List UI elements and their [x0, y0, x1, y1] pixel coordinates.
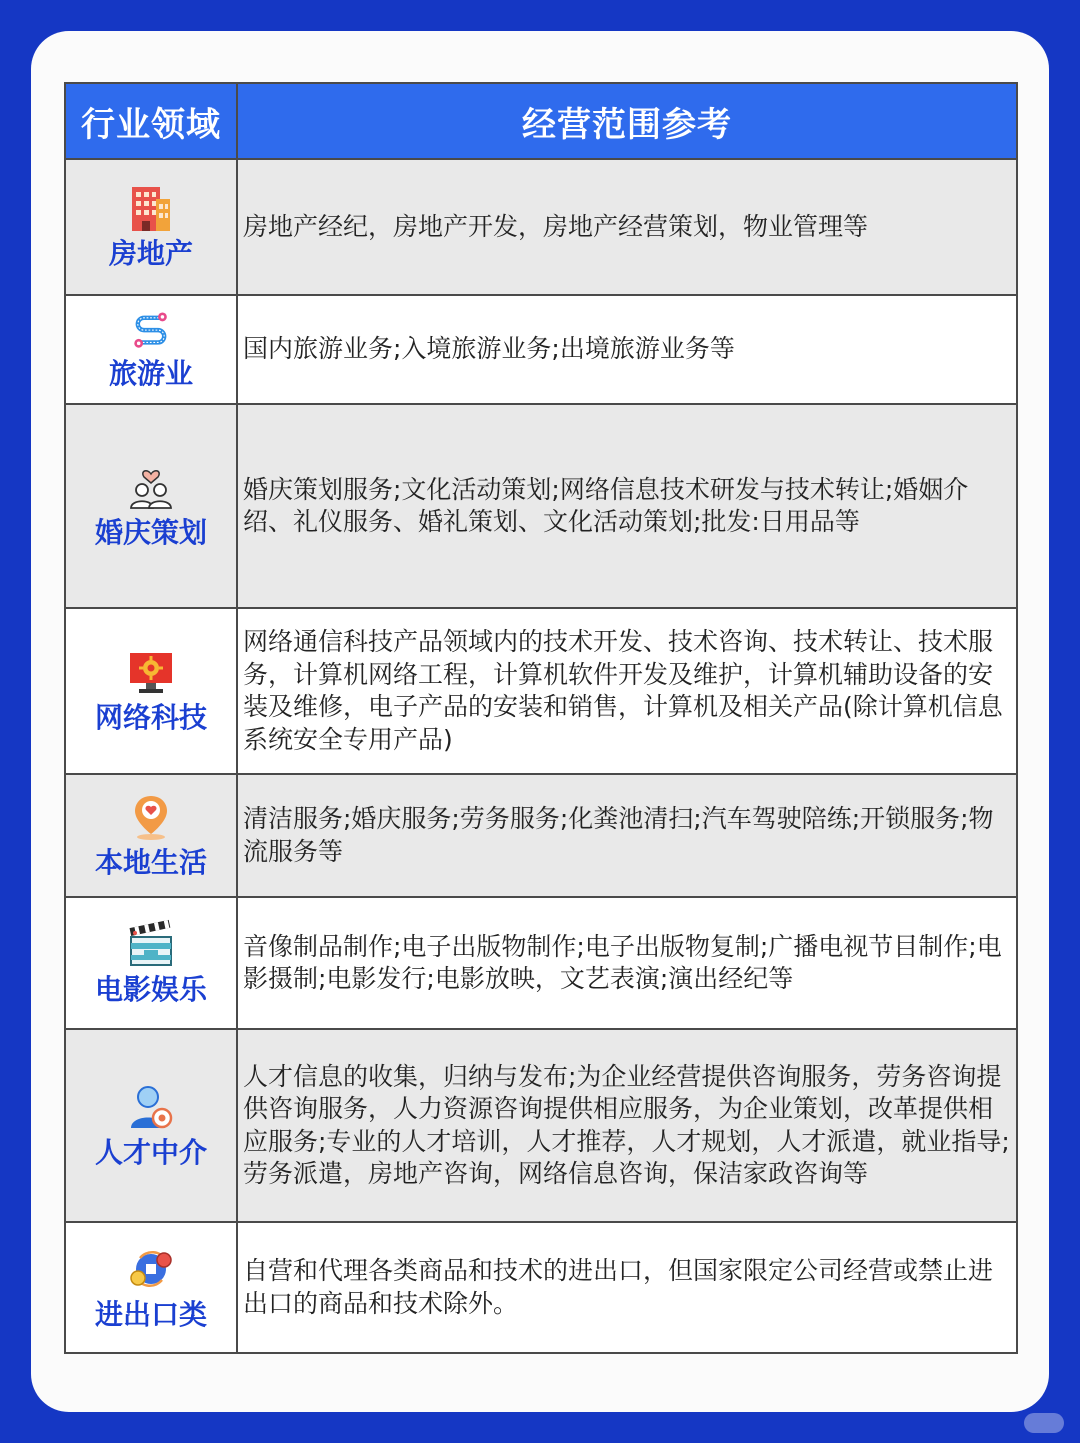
scope-cell [237, 295, 1017, 404]
scope-text: 婚庆策划服务;文化活动策划;网络信息技术研发与技术转让;婚姻介绍、礼仪服务、婚礼策划、文化活动策划;批发:日用品等 [243, 474, 969, 536]
person-gear-icon [126, 1082, 176, 1132]
table-row [65, 897, 1017, 1029]
scope-cell [237, 608, 1017, 774]
table-row [65, 295, 1017, 404]
industry-cell [65, 159, 237, 295]
clapperboard-icon [126, 919, 176, 969]
industry-cell [65, 1222, 237, 1353]
scope-cell [237, 159, 1017, 295]
travel-route-icon [129, 309, 173, 353]
scope-text: 音像制品制作;电子出版物制作;电子出版物复制;广播电视节目制作;电影摄制;电影发行;电影放映，文艺表演;演出经纪等 [243, 931, 1002, 993]
industry-name: 房地产 [108, 237, 193, 270]
industry-cell [65, 404, 237, 608]
header-industry: 行业领域 [65, 83, 237, 159]
scope-text: 房地产经纪，房地产开发，房地产经营策划，物业管理等 [243, 211, 869, 241]
industry-name: 人才中介 [94, 1135, 207, 1169]
industry-name: 网络科技 [94, 701, 207, 734]
table-row [65, 608, 1017, 774]
scope-cell [237, 774, 1017, 897]
scope-cell [237, 1222, 1017, 1353]
industry-cell [65, 897, 237, 1029]
location-heart-icon [126, 792, 176, 842]
scope-cell [237, 1029, 1017, 1222]
industry-name: 电影娱乐 [94, 973, 207, 1006]
monitor-gear-icon [126, 647, 176, 697]
scope-text: 清洁服务;婚庆服务;劳务服务;化粪池清扫;汽车驾驶陪练;开锁服务;物流服务等 [243, 804, 994, 866]
scope-text: 人才信息的收集，归纳与发布;为企业经营提供咨询服务，劳务咨询提供咨询服务，人力资源咨询提供相应服务，为企业策划，改革提供相应服务;专业的人才培训，人才推荐，人才规划，人才派遣，就业指导;劳务派遣，房地产咨询，网络信息咨询，保洁家政咨询等 [243, 1061, 1010, 1188]
table-row [65, 1222, 1017, 1353]
scope-text: 网络通信科技产品领域内的技术开发、技术咨询、技术转让、技术服务，计算机网络工程，计算机软件开发及维护，计算机辅助设备的安装及维修，电子产品的安装和销售，计算机及相关产品(除计算机信息系统安全专用产品) [243, 627, 1003, 754]
table-header-row [65, 83, 1017, 159]
industry-cell [65, 1029, 237, 1222]
scope-text: 国内旅游业务;入境旅游业务;出境旅游业务等 [243, 334, 735, 364]
scope-cell [237, 897, 1017, 1029]
table-row [65, 1029, 1017, 1222]
industry-name: 婚庆策划 [94, 516, 207, 549]
watermark [1024, 1413, 1064, 1433]
industry-name: 本地生活 [94, 845, 207, 879]
header-scope: 经营范围参考 [237, 83, 1017, 159]
table-row [65, 404, 1017, 608]
scope-cell [237, 404, 1017, 608]
industry-name: 旅游业 [108, 356, 193, 390]
table-row [65, 774, 1017, 897]
industry-cell [65, 608, 237, 774]
table-row [65, 159, 1017, 295]
industry-name: 进出口类 [94, 1297, 207, 1331]
currency-exchange-icon [126, 1244, 176, 1294]
industry-scope-table [64, 82, 1018, 1354]
industry-cell [65, 774, 237, 897]
scope-text: 自营和代理各类商品和技术的进出口，但国家限定公司经营或禁止进出口的商品和技术除外。 [243, 1256, 994, 1318]
couple-heart-icon [126, 462, 176, 512]
industry-cell [65, 295, 237, 404]
building-icon [126, 183, 176, 233]
